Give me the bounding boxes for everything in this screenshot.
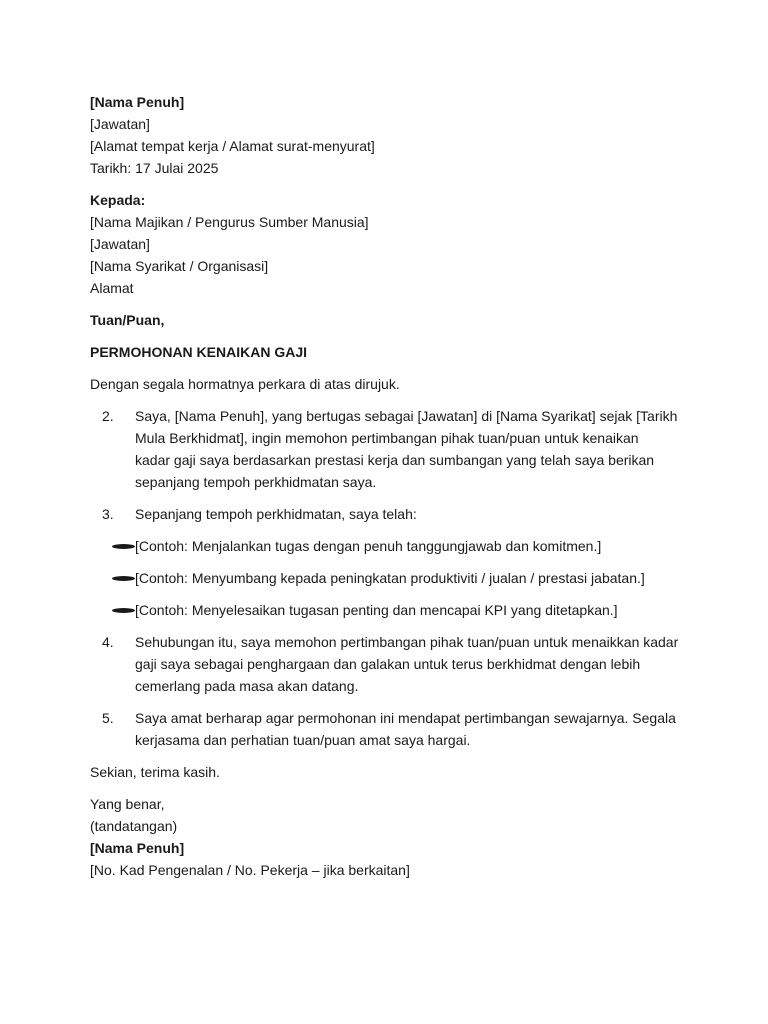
letter-date: Tarikh: 17 Julai 2025 (90, 160, 219, 176)
item-text (135, 631, 690, 697)
item-text (135, 405, 690, 493)
item-text-line: Saya, [Nama Penuh], yang bertugas sebagai [Jawatan] di [Nama Syarikat] sejak [Tarikh (135, 408, 678, 424)
bullet-icon (112, 544, 135, 549)
item-text-line: Sepanjang tempoh perkhidmatan, saya telah: (135, 506, 417, 522)
item-text-line: Saya amat berharap agar permohonan ini mendapat pertimbangan sewajarnya. Segala (135, 710, 676, 726)
signature-placeholder: (tandatangan) (90, 818, 178, 834)
item-text-line: kadar gaji saya berdasarkan prestasi kerja dan sumbangan yang telah saya berikan (135, 452, 655, 468)
closing-line: Sekian, terima kasih. (90, 764, 220, 780)
sender-name: [Nama Penuh] (90, 94, 185, 110)
signoff-regards: Yang benar, (90, 796, 165, 812)
item-number: 4. (102, 634, 114, 650)
bullet-text: [Contoh: Menyelesaikan tugasan penting dan mencapai KPI yang ditetapkan.] (135, 602, 618, 618)
item-text-line: Sehubungan itu, saya memohon pertimbangan pihak tuan/puan untuk menaikkan kadar (135, 634, 679, 650)
signoff-id-line: [No. Kad Pengenalan / No. Pekerja – jika berkaitan] (90, 862, 410, 878)
salutation: Tuan/Puan, (90, 312, 165, 328)
numbered-item (90, 707, 690, 751)
signoff-name: [Nama Penuh] (90, 840, 185, 856)
bullet-item (90, 567, 690, 589)
item-text-line: cemerlang pada masa akan datang. (135, 678, 359, 694)
numbered-item (90, 631, 690, 697)
bullet-text: [Contoh: Menjalankan tugas dengan penuh tanggungjawab dan komitmen.] (135, 538, 602, 554)
bullet-item (90, 599, 690, 621)
item-text-line: sepanjang tempoh perkhidmatan saya. (135, 474, 377, 490)
recipient-address: Alamat (90, 280, 134, 296)
item-text-line: Mula Berkhidmat], ingin memohon pertimbangan pihak tuan/puan untuk kenaikan (135, 430, 639, 446)
subject-line: PERMOHONAN KENAIKAN GAJI (90, 344, 308, 360)
recipient-name: [Nama Majikan / Pengurus Sumber Manusia] (90, 214, 369, 230)
numbered-item (90, 405, 690, 493)
recipient-position: [Jawatan] (90, 236, 150, 252)
sender-address: [Alamat tempat kerja / Alamat surat-menyurat] (90, 138, 375, 154)
item-text-line: kerjasama dan perhatian tuan/puan amat saya hargai. (135, 732, 471, 748)
item-number: 5. (102, 710, 114, 726)
letter-page (90, 91, 690, 881)
bullet-item (90, 535, 690, 557)
recipient-heading: Kepada: (90, 192, 146, 208)
bullet-text: [Contoh: Menyumbang kepada peningkatan produktiviti / jualan / prestasi jabatan.] (135, 570, 645, 586)
item-number: 2. (102, 408, 114, 424)
recipient-organization: [Nama Syarikat / Organisasi] (90, 258, 269, 274)
item-text (135, 707, 690, 751)
item-text-line: gaji saya sebagai penghargaan dan galakan untuk terus berkhidmat dengan lebih (135, 656, 641, 672)
item-number: 3. (102, 506, 114, 522)
numbered-item (90, 503, 690, 525)
bullet-icon (112, 576, 135, 581)
sender-position: [Jawatan] (90, 116, 150, 132)
bullet-icon (112, 608, 135, 613)
item-text (135, 503, 690, 525)
opening-paragraph: Dengan segala hormatnya perkara di atas dirujuk. (90, 376, 400, 392)
